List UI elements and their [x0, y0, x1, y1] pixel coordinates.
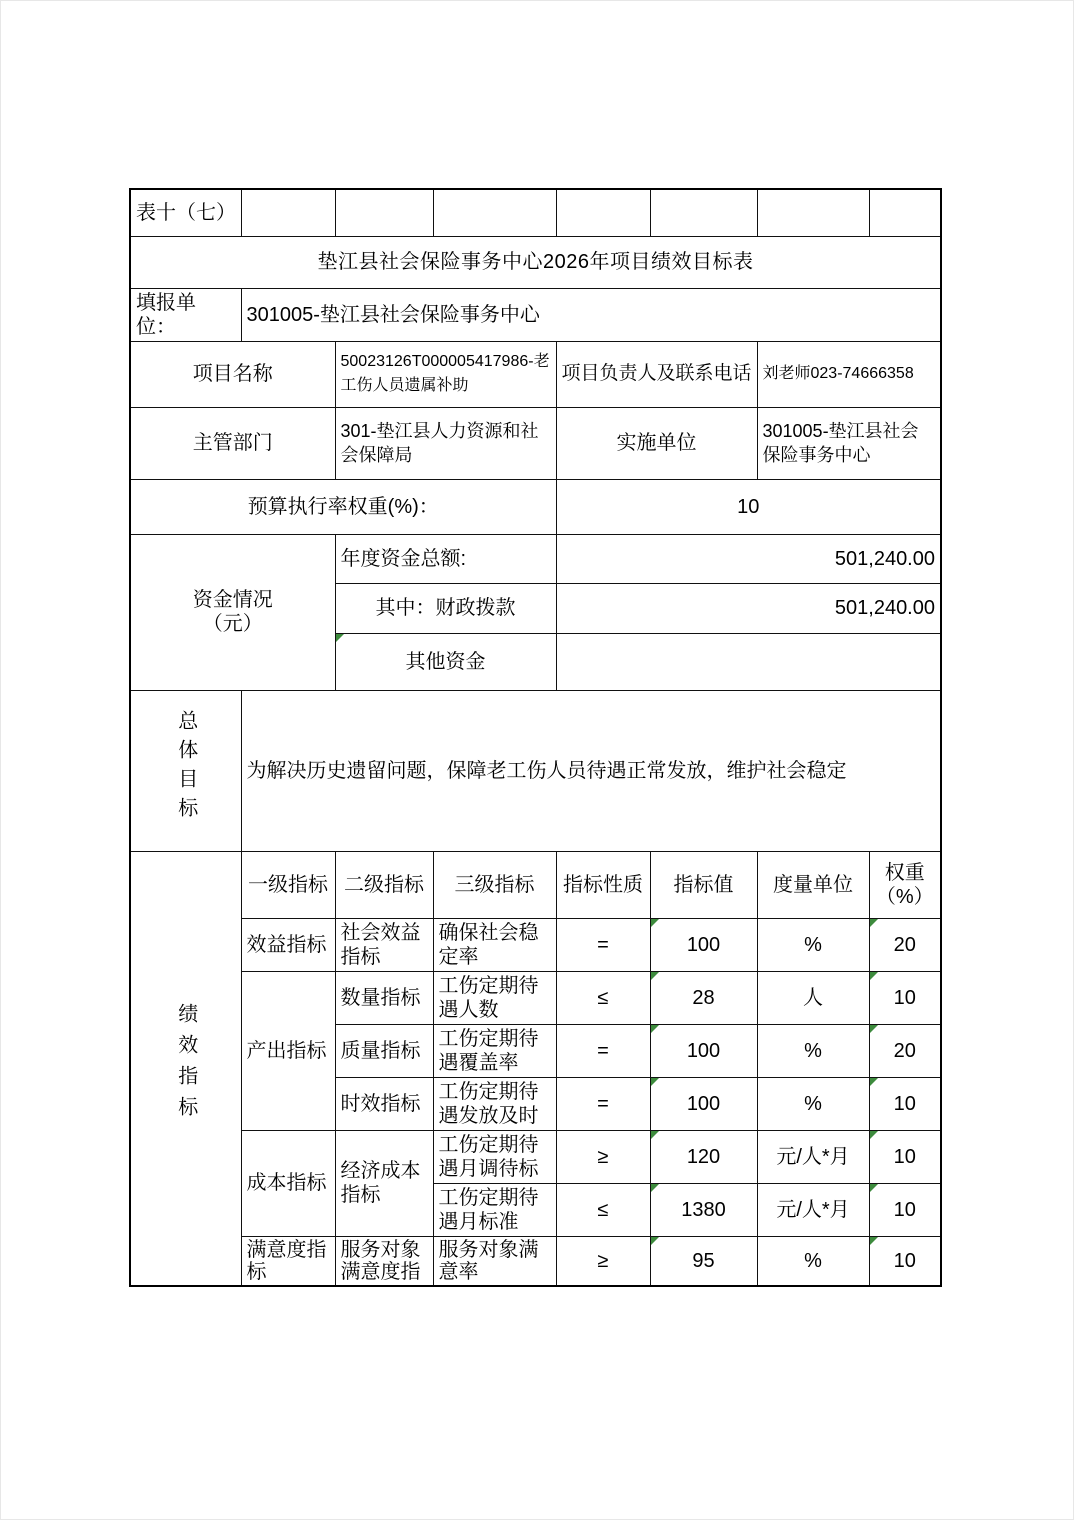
level2-indicator: 时效指标 — [335, 1077, 433, 1130]
form-code-row — [130, 189, 941, 236]
level2-indicator: 经济成本指标 — [335, 1130, 433, 1236]
level1-indicator: 成本指标 — [241, 1130, 335, 1236]
indicator-value — [650, 1236, 757, 1286]
overall-goal-label-text: 总体目标 — [174, 709, 197, 826]
text-format-flag-icon — [651, 972, 659, 980]
indicator-value — [650, 1183, 757, 1236]
header-level3: 三级指标 — [433, 851, 556, 918]
indicator-value-text: 100 — [686, 933, 721, 956]
reporting-unit-row — [130, 288, 941, 341]
text-format-flag-icon — [870, 919, 878, 927]
indicator-nature: = — [556, 1077, 650, 1130]
indicator-weight — [869, 1130, 941, 1183]
level1-indicator: 产出指标 — [241, 971, 335, 1130]
indicator-value — [650, 1077, 757, 1130]
indicator-value-text: 100 — [686, 1039, 721, 1062]
level3-indicator: 工伤定期待遇月标准 — [433, 1183, 556, 1236]
indicator-weight — [869, 1183, 941, 1236]
indicator-weight — [869, 1024, 941, 1077]
empty-cell — [556, 189, 650, 236]
department-value: 301-垫江县人力资源和社会保障局 — [335, 407, 556, 479]
other-funds-label-text: 其他资金 — [405, 650, 486, 673]
reporting-unit-label: 填报单位： — [130, 288, 241, 341]
text-format-flag-icon — [870, 1184, 878, 1192]
indicator-nature: ≥ — [556, 1236, 650, 1286]
header-level2: 二级指标 — [335, 851, 433, 918]
header-weight: 权重（%） — [869, 851, 941, 918]
indicator-unit: % — [757, 1077, 869, 1130]
indicator-weight — [869, 971, 941, 1024]
indicator-nature: ≥ — [556, 1130, 650, 1183]
indicator-value — [650, 1024, 757, 1077]
performance-indicators-label — [130, 851, 241, 1286]
indicator-unit: % — [757, 918, 869, 971]
header-level1: 一级指标 — [241, 851, 335, 918]
indicator-row — [130, 1236, 941, 1286]
project-leader-value: 刘老师023-74666358 — [757, 341, 941, 407]
text-format-flag-icon — [651, 1078, 659, 1086]
performance-target-table — [129, 188, 942, 1287]
text-format-flag-icon — [651, 1025, 659, 1033]
indicator-unit: % — [757, 1236, 869, 1286]
project-name-label: 项目名称 — [130, 341, 335, 407]
indicator-unit: 元/人*月 — [757, 1183, 869, 1236]
overall-goal-text: 为解决历史遗留问题，保障老工伤人员待遇正常发放，维护社会稳定 — [241, 690, 941, 851]
text-format-flag-icon — [870, 1131, 878, 1139]
indicator-row — [130, 918, 941, 971]
empty-cell — [241, 189, 335, 236]
text-format-flag-icon — [651, 1131, 659, 1139]
text-format-flag-icon — [870, 1025, 878, 1033]
header-value: 指标值 — [650, 851, 757, 918]
indicator-value — [650, 1130, 757, 1183]
indicator-value — [650, 971, 757, 1024]
indicator-weight-text: 20 — [893, 1039, 916, 1062]
text-format-flag-icon — [651, 1184, 659, 1192]
funding-annual-row — [130, 534, 941, 583]
level1-indicator: 满意度指标 — [241, 1236, 335, 1286]
indicator-unit: % — [757, 1024, 869, 1077]
indicator-row — [130, 971, 941, 1024]
text-format-flag-icon — [651, 1237, 659, 1245]
performance-indicators-label-text: 绩效指标 — [174, 1003, 197, 1127]
indicator-value-text: 28 — [692, 986, 715, 1009]
indicator-weight-text: 10 — [893, 1092, 916, 1115]
empty-cell — [433, 189, 556, 236]
other-funds-value — [556, 633, 941, 690]
fiscal-allocation-label: 其中：财政拨款 — [335, 583, 556, 633]
funding-label-line2: （元） — [202, 613, 263, 635]
project-leader-label: 项目负责人及联系电话 — [556, 341, 757, 407]
indicator-weight — [869, 918, 941, 971]
level2-indicator: 数量指标 — [335, 971, 433, 1024]
funding-group-label — [130, 534, 335, 690]
reporting-unit-value: 301005-垫江县社会保险事务中心 — [241, 288, 941, 341]
fiscal-allocation-value: 501,240.00 — [556, 583, 941, 633]
level1-indicator: 效益指标 — [241, 918, 335, 971]
indicator-header-row — [130, 851, 941, 918]
project-name-row — [130, 341, 941, 407]
budget-rate-label: 预算执行率权重(%)： — [130, 479, 556, 534]
level3-indicator: 工伤定期待遇人数 — [433, 971, 556, 1024]
indicator-value-text: 95 — [692, 1249, 715, 1272]
annual-total-label: 年度资金总额: — [335, 534, 556, 583]
indicator-nature: ≤ — [556, 1183, 650, 1236]
level3-indicator: 工伤定期待遇月调待标 — [433, 1130, 556, 1183]
implementing-unit-value: 301005-垫江县社会保险事务中心 — [757, 407, 941, 479]
indicator-weight-text: 10 — [893, 986, 916, 1009]
text-format-flag-icon — [870, 1078, 878, 1086]
indicator-weight-text: 20 — [893, 933, 916, 956]
empty-cell — [869, 189, 941, 236]
overall-goal-row — [130, 690, 941, 851]
indicator-weight-text: 10 — [893, 1249, 916, 1272]
title-row — [130, 236, 941, 288]
indicator-value — [650, 918, 757, 971]
indicator-value-text: 120 — [686, 1145, 721, 1168]
indicator-weight-text: 10 — [893, 1145, 916, 1168]
text-format-flag-icon — [870, 1237, 878, 1245]
text-format-flag-icon — [651, 919, 659, 927]
budget-rate-value: 10 — [556, 479, 941, 534]
department-label: 主管部门 — [130, 407, 335, 479]
level2-indicator: 社会效益指标 — [335, 918, 433, 971]
department-row — [130, 407, 941, 479]
text-format-flag-icon — [870, 972, 878, 980]
indicator-value-text: 100 — [686, 1092, 721, 1115]
header-unit: 度量单位 — [757, 851, 869, 918]
overall-goal-label — [130, 690, 241, 851]
form-code-cell: 表十（七） — [130, 189, 241, 236]
other-funds-label — [335, 633, 556, 690]
funding-label-line1: 资金情况 — [192, 589, 273, 611]
indicator-nature: ≤ — [556, 971, 650, 1024]
indicator-weight-text: 10 — [893, 1198, 916, 1221]
table-title: 垫江县社会保险事务中心2026年项目绩效目标表 — [130, 236, 941, 288]
text-format-flag-icon — [336, 634, 344, 642]
header-nature: 指标性质 — [556, 851, 650, 918]
indicator-weight — [869, 1077, 941, 1130]
budget-rate-row — [130, 479, 941, 534]
indicator-unit: 元/人*月 — [757, 1130, 869, 1183]
indicator-nature: = — [556, 918, 650, 971]
level3-indicator: 服务对象满意率 — [433, 1236, 556, 1286]
empty-cell — [757, 189, 869, 236]
indicator-weight — [869, 1236, 941, 1286]
project-name-value: 50023126T000005417986-老工伤人员遗属补助 — [335, 341, 556, 407]
level2-indicator: 服务对象满意度指 — [335, 1236, 433, 1286]
level3-indicator: 工伤定期待遇覆盖率 — [433, 1024, 556, 1077]
annual-total-value: 501,240.00 — [556, 534, 941, 583]
level3-indicator: 确保社会稳定率 — [433, 918, 556, 971]
indicator-row — [130, 1130, 941, 1183]
empty-cell — [335, 189, 433, 236]
empty-cell — [650, 189, 757, 236]
indicator-unit: 人 — [757, 971, 869, 1024]
indicator-value-text: 1380 — [681, 1198, 726, 1221]
implementing-unit-label: 实施单位 — [556, 407, 757, 479]
indicator-nature: = — [556, 1024, 650, 1077]
level3-indicator: 工伤定期待遇发放及时 — [433, 1077, 556, 1130]
level2-indicator: 质量指标 — [335, 1024, 433, 1077]
